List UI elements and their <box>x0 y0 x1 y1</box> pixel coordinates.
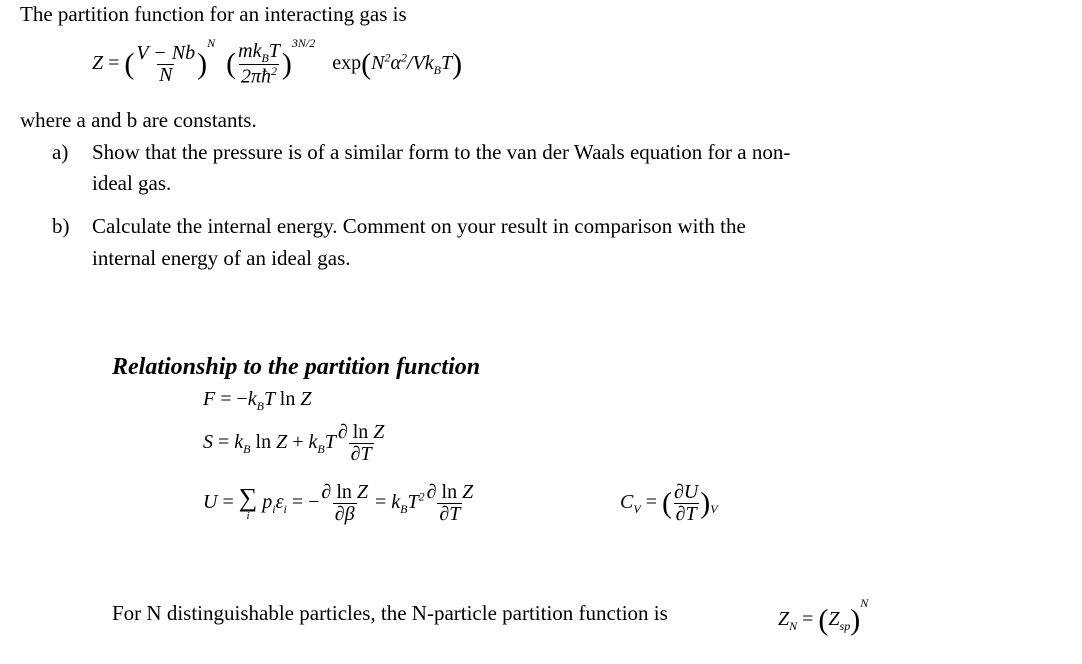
question-a-line1: Show that the pressure is of a similar form to the van der Waals equation for a non- <box>92 140 791 164</box>
intro-text: The partition function for an interacting gas is <box>20 2 407 26</box>
constants-note: where a and b are constants. <box>20 108 257 132</box>
partition-function-equation: Z = ( $\frac{V - Nb}{N}$ )$^N$ ( $\frac{mk_BT}{2\pi ħ^2}$ )$^{3N/2}$ $\exp(N^2\alpha^2/Vk_BT)$ <box>92 36 463 89</box>
free-energy-equation: $F = -k_BT$ ln Z <box>203 388 312 413</box>
question-b-line1: Calculate the internal energy. Comment on your result in comparison with the <box>92 214 746 238</box>
question-b-label: b) <box>52 214 70 238</box>
internal-energy-equation: U = ∑ i $p_i\varepsilon_i$ = − $\frac{\text{∂ ln Z}}{\partial\beta}$ = $k_BT^2$ $\frac{\text{∂ ln Z}}{\partial T}$ <box>203 481 474 525</box>
question-a-label: a) <box>52 140 69 164</box>
question-b-line2: internal energy of an ideal gas. <box>92 246 351 270</box>
section-heading: Relationship to the partition function <box>112 354 481 380</box>
heat-capacity-equation: $C_V$ = ( $\frac{\partial U}{\partial T}$ )$_V$ <box>620 481 718 525</box>
distinguishable-note: For N distinguishable particles, the N-particle partition function is <box>112 601 668 625</box>
n-particle-partition-equation: $Z_N = (Z_{sp})^N$ <box>778 596 869 637</box>
question-a-line2: ideal gas. <box>92 171 172 195</box>
entropy-equation: $S = k_B$ $\ln Z + k_BT$ $\frac{\text{∂ ln Z}}{\partial T}$ <box>203 421 385 465</box>
